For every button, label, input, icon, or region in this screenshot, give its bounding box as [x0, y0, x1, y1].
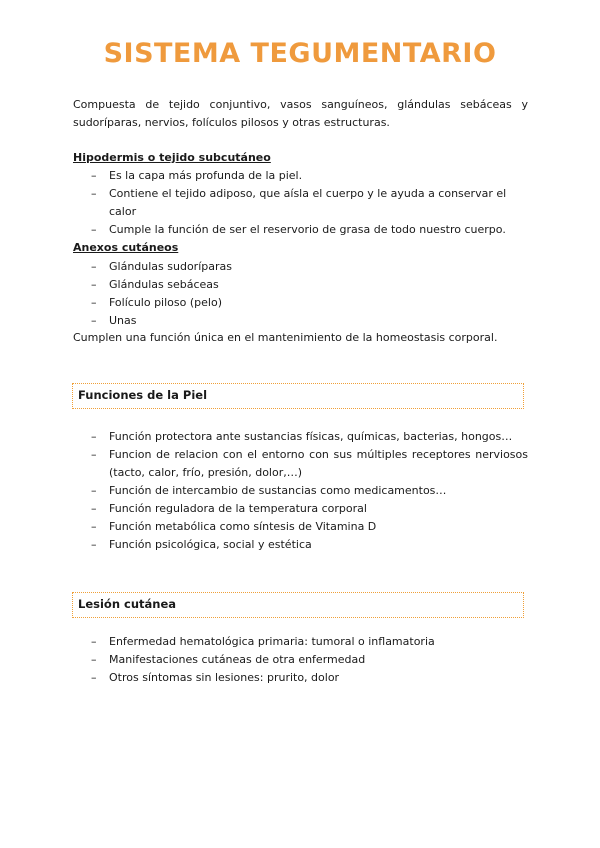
hipodermis-heading: Hipodermis o tejido subcutáneo	[73, 151, 271, 164]
list-item: – Contiene el tejido adiposo, que aísla el cuerpo y le ayuda a conservar el calor	[91, 185, 531, 221]
list-item: – Glándulas sudoríparas	[91, 258, 491, 276]
funciones-heading: Funciones de la Piel	[78, 388, 208, 402]
list-item: – Función reguladora de la temperatura corporal	[91, 500, 528, 518]
list-item: – Función metabólica como síntesis de Vitamina D	[91, 518, 528, 536]
funciones-list	[91, 428, 528, 554]
list-item: – Funcion de relacion con el entorno con sus múltiples receptores nerviosos (tacto, calor, frío, presión, dolor,…)	[91, 446, 528, 482]
list-item: – Función psicológica, social y estética	[91, 536, 528, 554]
list-item: – Función protectora ante sustancias físicas, químicas, bacterias, hongos…	[91, 428, 528, 446]
list-item: – Enfermedad hematológica primaria: tumoral o inflamatoria	[91, 633, 528, 651]
list-item: – Manifestaciones cutáneas de otra enfermedad	[91, 651, 528, 669]
list-item: – Es la capa más profunda de la piel.	[91, 167, 531, 185]
lesion-heading-box	[72, 592, 524, 618]
page-title: SISTEMA TEGUMENTARIO	[103, 38, 497, 69]
anexos-note: Cumplen una función única en el mantenimiento de la homeostasis corporal.	[73, 331, 498, 344]
funciones-heading-box	[72, 383, 524, 409]
list-item: – Unas	[91, 312, 491, 330]
list-item: – Cumple la función de ser el reservorio de grasa de todo nuestro cuerpo.	[91, 221, 531, 239]
anexos-list	[91, 258, 491, 330]
list-item: – Otros síntomas sin lesiones: prurito, dolor	[91, 669, 528, 687]
lesion-list	[91, 633, 528, 687]
anexos-heading: Anexos cutáneos	[73, 241, 179, 254]
hipodermis-list	[91, 167, 531, 239]
list-item: – Folículo piloso (pelo)	[91, 294, 491, 312]
list-item: – Glándulas sebáceas	[91, 276, 491, 294]
intro-paragraph: Compuesta de tejido conjuntivo, vasos sanguíneos, glándulas sebáceas y sudoríparas, nervios, folículos pilosos y otras estructuras.	[73, 98, 528, 129]
list-item: – Función de intercambio de sustancias como medicamentos…	[91, 482, 528, 500]
lesion-heading: Lesión cutánea	[78, 597, 177, 611]
